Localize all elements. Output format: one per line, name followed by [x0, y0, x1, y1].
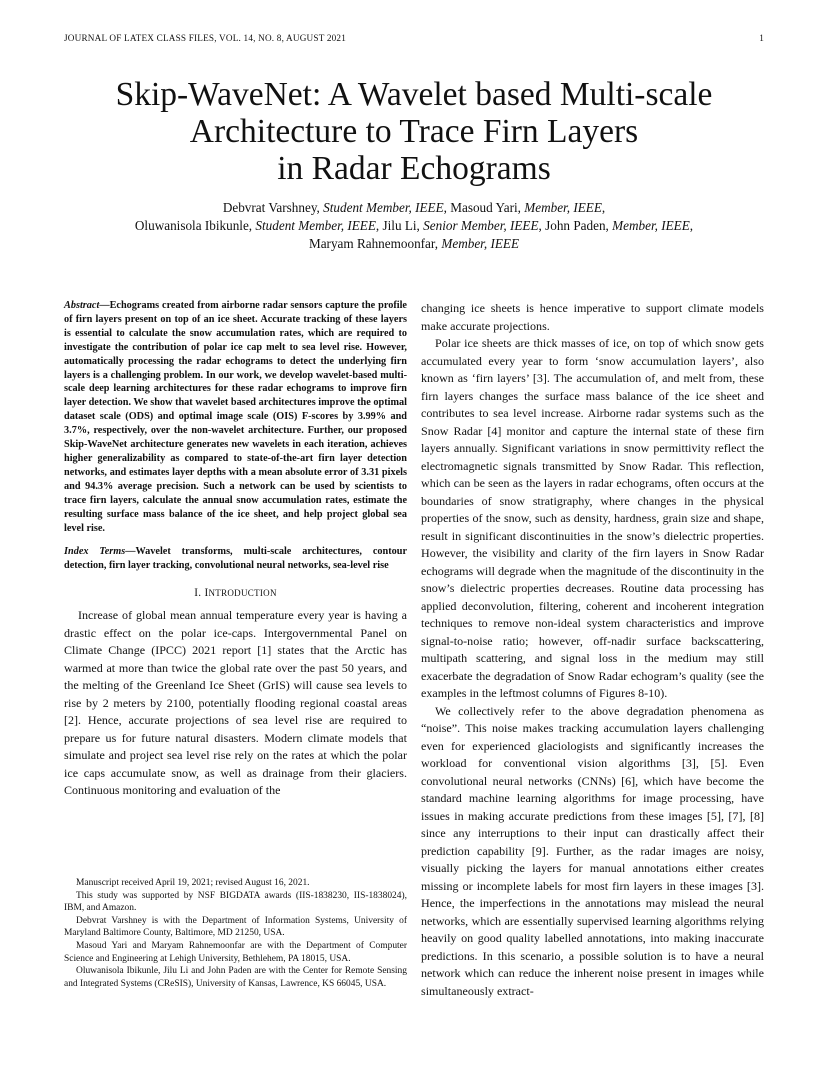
author-role: Member, IEEE	[612, 218, 690, 233]
footnote-affiliation-3: Oluwanisola Ibikunle, Jilu Li and John Paden are with the Center for Remote Sensing and Integrated Systems (CReSIS), University of Kansas, Lawrence, KS 66045, USA.	[64, 966, 407, 989]
section-name: NTRODUCTION	[208, 588, 277, 599]
author-role: Member, IEEE	[524, 200, 602, 215]
journal-header: JOURNAL OF LATEX CLASS FILES, VOL. 14, NO. 8, AUGUST 2021	[64, 33, 347, 43]
author-list	[60, 199, 768, 253]
left-column	[64, 299, 407, 800]
intro-paragraph-1: Increase of global mean annual temperature every year is having a drastic effect on the polar ice-caps. Intergovernmental Panel on Climate Change (IPCC) 2021 report [1] states that the Arctic has warmed at more than twice the global rate over the past 50 years, and the melting of the Greenland Ice Sheet (GrIS) will cause sea levels to rise by 2 meters by 2100, potentially flooding regional coastal areas [2]. Hence, accurate projections of sea level rise are required to prepare us for future natural disasters. Modern climate models that simulate and project sea level rise rely on the rates at which the polar ice caps accumulate snow, as well as drainage from their glaciers. Continuous monitoring and evaluation of the	[64, 608, 407, 798]
author-name: , Jilu Li,	[375, 218, 424, 233]
page-number: 1	[759, 33, 764, 43]
right-column	[421, 300, 764, 1000]
footnote-funding: This study was supported by NSF BIGDATA awards (IIS-1838230, IIS-1838024), IBM, and Amazon.	[64, 890, 407, 914]
footnote-affiliation-1: Debvrat Varshney is with the Department of Information Systems, University of Maryland Baltimore County, Baltimore, MD 21250, USA.	[64, 915, 407, 939]
footnote-affiliation-2: Masoud Yari and Maryam Rahnemoonfar are with the Department of Computer Science and Engineering at Lehigh University, Bethlehem, PA 18015, USA.	[64, 940, 407, 964]
author-separator: ,	[601, 200, 606, 215]
section-number: I.	[194, 587, 205, 600]
footnotes	[64, 877, 407, 990]
author-role: Student Member, IEEE	[323, 200, 444, 215]
paper-title	[60, 76, 768, 187]
author-role: Student Member, IEEE	[255, 218, 376, 233]
author-name: , Masoud Yari,	[443, 200, 525, 215]
author-role: Senior Member, IEEE	[423, 218, 539, 233]
abstract	[64, 299, 407, 535]
section-heading-introduction	[64, 587, 407, 599]
abstract-label: Abstract	[64, 300, 100, 311]
author-role: Member, IEEE	[441, 236, 520, 251]
section-initial: I	[204, 587, 209, 600]
index-terms-text: —Wavelet transforms, multi-scale architectures, contour detection, firn layer tracking, convolutional neural networks, sea-level rise	[64, 546, 407, 572]
abstract-text: —Echograms created from airborne radar sensors capture the profile of firn layers present on top of an ice sheet. Accurate tracking of these layers is essential to calculate the snow accumulation rates, which are required to investigate the contribution of polar ice cap melt to sea level rise. However, automatically processing the radar echograms to detect the underlying firn layers is a challenging problem. In our work, we develop wavelet-based multi-scale deep learning architectures for these radar echograms to improve firn layer detection. We show that wavelet based architectures improve the optimal dataset scale (ODS) and optimal image scale (OIS) F-scores by 3.99% and 3.7%, respectively, over the non-wavelet architecture. Further, our proposed Skip-WaveNet architecture generates new wavelets in each iteration, achieves higher generalizability as compared to state-of-the-art firn layer detection networks, and estimates layer depths with a mean absolute error of 3.31 pixels and 94.3% average precision. Such a network can be used by scientists to trace firn layers, calculate the annual snow accumulation rates, estimate the resulting surface mass balance of the ice sheet, and help project global sea level rise.	[64, 300, 407, 534]
intro-paragraph-continued: changing ice sheets is hence imperative to support climate models make accurate projections.	[421, 301, 764, 333]
author-separator: ,	[689, 218, 694, 233]
running-header	[64, 33, 764, 47]
author-name: Maryam Rahnemoonfar,	[308, 236, 442, 251]
author-name: Debvrat Varshney,	[222, 200, 324, 215]
author-name: , John Paden,	[538, 218, 613, 233]
intro-paragraph-3: We collectively refer to the above degradation phenomena as “noise”. This noise makes tracking accumulation layers challenging even for experienced glaciologists and significantly increases the workload for conventional vision algorithms [3], [5]. Even convolutional neural networks (CNNs) [6], which have become the standard machine learning algorithms for image processing, have issues in making accurate predictions from these images [5], [7], [8] since any interruptions to their input can drastically affect their prediction capability [9]. Further, as the radar images are noisy, visually picking the layers for manual annotations either creates missing or incomplete labels for most firn layers in these images [3]. Hence, the imperfections in the annotations may mislead the neural networks, which are essentially supervised learning algorithms relying heavily on good quality labelled annotations, into making inaccurate predictions. In this scenario, a possible solution is to have a neural network which can reduce the inherent noise present in images while simultaneously extract-	[421, 703, 764, 998]
title-line-1: Skip-WaveNet: A Wavelet based Multi-scale	[115, 76, 713, 113]
author-name: Oluwanisola Ibikunle,	[134, 218, 256, 233]
intro-paragraph-2: Polar ice sheets are thick masses of ice, on top of which snow gets accumulated every year to form ‘snow accumulation layers’, also known as ‘firn layers’ [3]. The accumulation of, and melt from, these firn layers changes the surface mass balance of the ice sheet and contributes to sea level increase. Airborne radar systems such as the Snow Radar [4] monitor and capture the internal state of these firn layers annually. Significant variations in snow permittivity reflect the electromagnetic signals transmitted by Snow Radar. This reflection, which can be seen as the layers in radar echograms, often occurs at the boundaries of snow stratigraphy, where changes in the physical properties of the snow, such as density, hardness, grain size and shape, result in significant discontinuities in the snow’s dielectric properties. However, the visibility and clarity of the firn layers in Snow Radar echograms will degrade when the magnitude of the discontinuity in the snow’s dielectric properties decreases. Routine data processing has applied deconvolution, filtering, coherent and incoherent integration techniques to remove non-ideal system characteristics and improve signal-to-noise ratio; however, off-nadir surface backscattering, multipath scattering, and signal loss in the medium may still exacerbate the degradation of Snow Radar echogram’s quality (see the examples in the leftmost columns of Figures 8-10).	[421, 336, 764, 700]
index-terms	[64, 545, 407, 573]
index-terms-label: Index Terms	[64, 546, 126, 558]
title-line-3: in Radar Echograms	[277, 150, 551, 187]
footnote-manuscript: Manuscript received April 19, 2021; revised August 16, 2021.	[76, 878, 310, 888]
title-line-2: Architecture to Trace Firn Layers	[189, 113, 639, 150]
